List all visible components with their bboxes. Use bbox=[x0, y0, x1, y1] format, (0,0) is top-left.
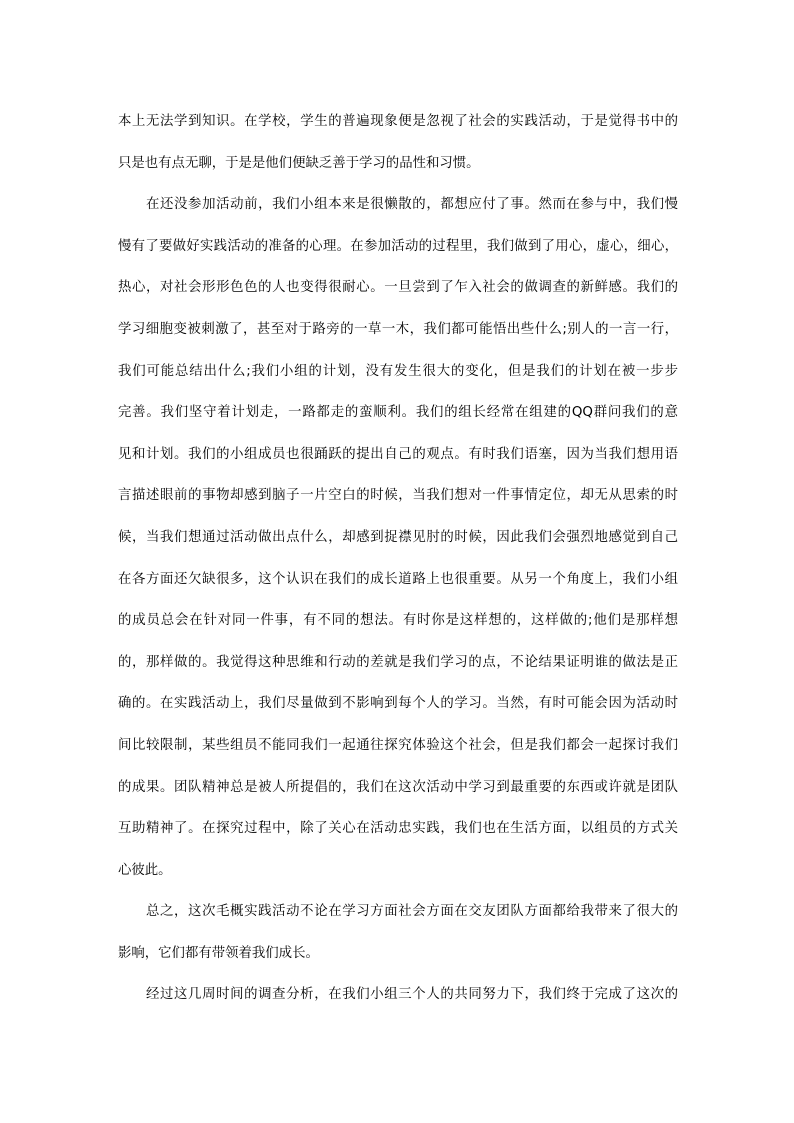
text-line: 言描述眼前的事物却感到脑子一片空白的时候，当我们想对一件事情定位，却无从思索的时 bbox=[118, 488, 678, 504]
text-line: 在各方面还欠缺很多，这个认识在我们的成长道路上也很重要。从另一个角度上，我们小组 bbox=[118, 571, 678, 587]
text-line: 的成员总会在针对同一件事，有不同的想法。有时你是这样想的，这样做的;他们是那样想 bbox=[118, 613, 678, 629]
text-line: 影响，它们都有带领着我们成长。 bbox=[118, 945, 319, 961]
text-line: 总之，这次毛概实践活动不论在学习方面社会方面在交友团队方面都给我带来了很大的 bbox=[146, 904, 678, 920]
text-line: 在还没参加活动前，我们小组本来是很懒散的，都想应付了事。然而在参与中，我们慢 bbox=[146, 197, 678, 213]
text-line: 互助精神了。在探究过程中，除了关心在活动忠实践，我们也在生活方面，以组员的方式关 bbox=[118, 821, 678, 837]
text-line: 心彼此。 bbox=[118, 862, 172, 878]
text-line: 只是也有点无聊，于是是他们便缺乏善于学习的品性和习惯。 bbox=[118, 155, 480, 171]
text-line: 间比较限制，某些组员不能同我们一起通往探究体验这个社会，但是我们都会一起探讨我们 bbox=[118, 737, 678, 753]
text-line: 见和计划。我们的小组成员也很踊跃的提出自己的观点。有时我们语塞，因为当我们想用语 bbox=[118, 446, 678, 462]
text-line: 的，那样做的。我觉得这种思维和行动的差就是我们学习的点，不论结果证明谁的做法是正 bbox=[118, 654, 678, 670]
text-line: 慢有了要做好实践活动的准备的心理。在参加活动的过程里，我们做到了用心，虚心，细心， bbox=[118, 238, 678, 254]
text-line: 确的。在实践活动上，我们尽量做到不影响到每个人的学习。当然，有时可能会因为活动时 bbox=[118, 696, 678, 712]
text-line: 完善。我们坚守着计划走，一路都走的蛮顺利。我们的组长经常在组建的QQ群问我们的意 bbox=[118, 405, 678, 421]
text-line: 我们可能总结出什么;我们小组的计划，没有发生很大的变化，但是我们的计划在被一步步 bbox=[118, 363, 678, 379]
document-body bbox=[118, 101, 678, 1016]
text-line: 热心，对社会形形色色的人也变得很耐心。一旦尝到了乍入社会的做调查的新鲜感。我们的 bbox=[118, 280, 678, 296]
text-line: 经过这几周时间的调查分析，在我们小组三个人的共同努力下，我们终于完成了这次的 bbox=[146, 987, 678, 1003]
text-line: 本上无法学到知识。在学校，学生的普遍现象便是忽视了社会的实践活动，于是觉得书中的 bbox=[118, 114, 678, 129]
text-line: 学习细胞变被刺激了，甚至对于路旁的一草一木，我们都可能悟出些什么;别人的一言一行， bbox=[118, 321, 678, 337]
text-line: 候，当我们想通过活动做出点什么，却感到捉襟见肘的时候，因此我们会强烈地感觉到自己 bbox=[118, 529, 678, 545]
text-line: 的成果。团队精神总是被人所提倡的，我们在这次活动中学习到最重要的东西或许就是团队 bbox=[118, 779, 678, 795]
